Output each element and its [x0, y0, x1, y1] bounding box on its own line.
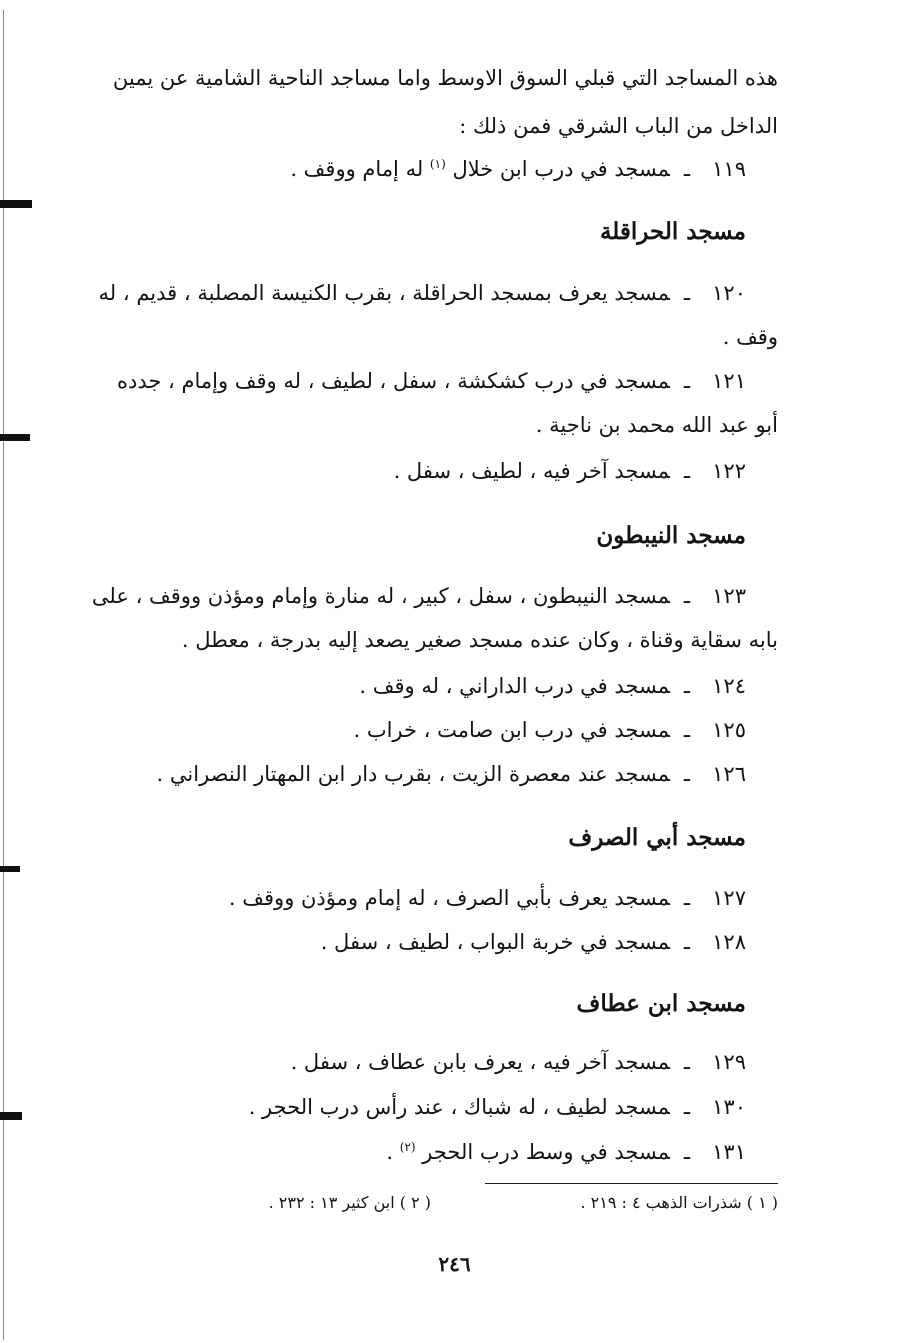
- entry-number: ١٣١: [712, 1140, 746, 1164]
- entry-131: [386, 1140, 746, 1164]
- scan-mark: [0, 866, 20, 872]
- entry-dash: ـ: [683, 1050, 690, 1074]
- entry-129: [291, 1050, 746, 1074]
- entry-number: ١٢٢: [712, 459, 746, 483]
- entry-text: مسجد في درب ابن خلال: [452, 157, 670, 181]
- entry-126: [157, 762, 746, 786]
- entry-number: ١٣٠: [712, 1095, 746, 1119]
- entry-text-continued: له إمام ووقف .: [290, 157, 424, 181]
- section-heading: مسجد الحراقلة: [599, 218, 746, 245]
- entry-number: ١٢٥: [712, 718, 746, 742]
- entry-text-continued: .: [386, 1140, 394, 1164]
- entry-123-continuation: بابه سقاية وقناة ، وكان عنده مسجد صغير يصعد إليه بدرجة ، معطل .: [181, 628, 778, 652]
- entry-text: مسجد آخر فيه ، يعرف بابن عطاف ، سفل .: [290, 1050, 670, 1074]
- intro-line-1: هذه المساجد التي قبلي السوق الاوسط واما مساجد الناحية الشامية عن يمين: [112, 66, 778, 90]
- scan-edge-line: [3, 10, 4, 1340]
- entry-number: ١٢٤: [712, 674, 746, 698]
- entry-text: مسجد عند معصرة الزيت ، بقرب دار ابن المهتار النصراني .: [156, 762, 670, 786]
- scan-mark: [0, 434, 30, 441]
- entry-dash: ـ: [683, 459, 690, 483]
- entry-dash: ـ: [683, 584, 690, 608]
- entry-number: ١٢٩: [712, 1050, 746, 1074]
- section-heading: مسجد أبي الصرف: [568, 824, 746, 851]
- entry-124: [359, 674, 746, 698]
- entry-dash: ـ: [683, 369, 690, 393]
- entry-text: مسجد في درب ابن صامت ، خراب .: [353, 718, 670, 742]
- entry-120: [99, 281, 746, 305]
- entry-number: ١٢٦: [712, 762, 746, 786]
- entry-dash: ـ: [683, 886, 690, 910]
- entry-dash: ـ: [683, 1140, 690, 1164]
- entry-number: ١١٩: [712, 157, 746, 181]
- scan-mark: [0, 1112, 22, 1120]
- entry-text: مسجد آخر فيه ، لطيف ، سفل .: [393, 459, 670, 483]
- entry-120-continuation: وقف .: [722, 325, 778, 349]
- entry-number: ١٢٨: [712, 930, 746, 954]
- section-heading: مسجد النيبطون: [596, 522, 746, 549]
- entry-dash: ـ: [683, 718, 690, 742]
- entry-125: [353, 718, 746, 742]
- footnote-1: ( ١ ) شذرات الذهب ٤ : ٢١٩ .: [580, 1193, 778, 1212]
- entry-text: مسجد يعرف بمسجد الحراقلة ، بقرب الكنيسة المصلبة ، قديم ، له: [98, 281, 670, 305]
- entry-dash: ـ: [683, 930, 690, 954]
- entry-122: [394, 459, 746, 483]
- entry-dash: ـ: [683, 674, 690, 698]
- entry-127: [229, 886, 746, 910]
- entry-119: [290, 157, 746, 181]
- page-number: ٢٤٦: [438, 1252, 471, 1276]
- entry-text: مسجد النيبطون ، سفل ، كبير ، له منارة وإمام ومؤذن ووقف ، على: [91, 584, 670, 608]
- entry-number: ١٢٧: [712, 886, 746, 910]
- entry-number: ١٢٣: [712, 584, 746, 608]
- entry-121: [117, 369, 746, 393]
- entry-dash: ـ: [683, 762, 690, 786]
- footnote-divider: [485, 1183, 778, 1184]
- intro-line-2: الداخل من الباب الشرقي فمن ذلك :: [459, 114, 778, 138]
- entry-number: ١٢٠: [712, 281, 746, 305]
- section-heading: مسجد ابن عطاف: [576, 990, 746, 1017]
- footnote-ref: (٢): [399, 1140, 416, 1154]
- entry-text: مسجد في درب الداراني ، له وقف .: [359, 674, 670, 698]
- entry-130: [249, 1095, 746, 1119]
- entry-text: مسجد يعرف بأبي الصرف ، له إمام ومؤذن ووقف .: [228, 886, 670, 910]
- entry-text: مسجد لطيف ، له شباك ، عند رأس درب الحجر .: [248, 1095, 670, 1119]
- entry-dash: ـ: [683, 1095, 690, 1119]
- entry-dash: ـ: [683, 281, 690, 305]
- entry-123: [92, 584, 746, 608]
- entry-text: مسجد في خربة البواب ، لطيف ، سفل .: [320, 930, 670, 954]
- footnote-2: ( ٢ ) ابن كثير ١٣ : ٢٣٢ .: [268, 1193, 431, 1212]
- entry-number: ١٢١: [712, 369, 746, 393]
- footnote-ref: (١): [429, 157, 446, 171]
- entry-121-continuation: أبو عبد الله محمد بن ناجية .: [535, 413, 778, 437]
- scan-mark: [0, 200, 32, 208]
- entry-text: مسجد في درب كشكشة ، سفل ، لطيف ، له وقف وإمام ، جدده: [116, 369, 670, 393]
- entry-text: مسجد في وسط درب الحجر: [422, 1140, 670, 1164]
- entry-128: [321, 930, 746, 954]
- entry-dash: ـ: [683, 157, 690, 181]
